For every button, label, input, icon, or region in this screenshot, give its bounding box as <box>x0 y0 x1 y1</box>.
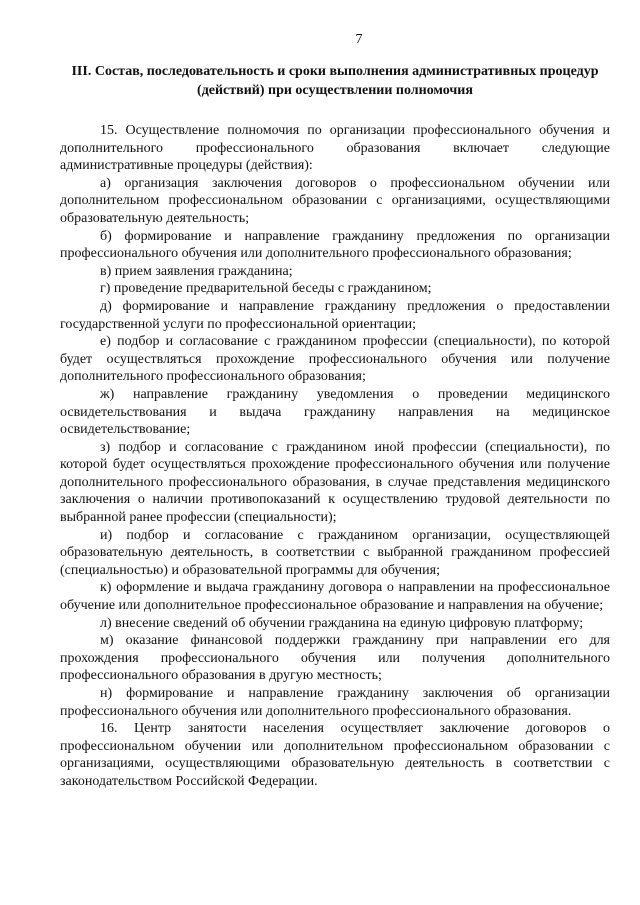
paragraph-16: 16. Центр занятости населения осуществляет заключение договоров о профессиональном обучении или дополнительном профессиональном образовании с организациями, осуществляющими образовательную деятельность в соответствии с законодательством Российской Федерации. <box>60 721 610 789</box>
paragraph-item-a: а) организация заключения договоров о профессиональном обучении или дополнительном профессиональном образовании с организациями, осуществляющими образовательную деятельность; <box>60 175 610 226</box>
paragraph-item-zh: ж) направление гражданину уведомления о проведении медицинского освидетельствования и выдача гражданину направления на медицинское освидетельствование; <box>60 386 610 438</box>
paragraph-item-n: н) формирование и направление гражданину заключения об организации профессионального обучения или дополнительного профессионального образования. <box>60 686 610 719</box>
document-body <box>60 122 610 791</box>
paragraph-15: 15. Осуществление полномочия по организации профессионального обучения и дополнительного профессионального образования включает следующие административные процедуры (действия): <box>60 123 610 174</box>
paragraph-item-e: е) подбор и согласование с гражданином профессии (специальности), по которой будет осуществляться прохождение профессионального обучения или получение дополнительного профессионального образования; <box>60 334 610 385</box>
page-number: 7 <box>355 32 363 47</box>
paragraph-item-k: к) оформление и выдача гражданину договора о направлении на профессиональное обучение или дополнительное профессиональное образование и направления на обучение; <box>60 580 610 614</box>
paragraph-item-b: б) формирование и направление гражданину предложения по организации профессионального обучения или дополнительного профессионального образования; <box>60 228 610 262</box>
paragraph-item-v: в) прием заявления гражданина; <box>100 263 293 279</box>
section-heading: III. Состав, последовательность и сроки выполнения административных процедур (действий) при осуществлении полномочия <box>71 64 599 98</box>
paragraph-item-l: л) внесение сведений об обучении гражданина на единую цифровую платформу; <box>100 615 584 631</box>
paragraph-item-g: г) проведение предварительной беседы с гражданином; <box>100 281 432 297</box>
paragraph-item-m: м) оказание финансовой поддержки гражданину при направлении его для прохождения профессионального обучения или получения дополнительного профессионального образования в другую местность; <box>60 633 610 684</box>
paragraph-item-d: д) формирование и направление гражданину предложения о предоставлении государственной услуги по профессиональной ориентации; <box>60 298 610 332</box>
paragraph-item-z: з) подбор и согласование с гражданином иной профессии (специальности), по которой будет осуществляться прохождение профессионального обучения или получение дополнительного профессионального образования, в случае представления медицинского заключения о наличии противопоказаний к осуществлению трудовой деятельности по выбранной ранее профессии (специальности); <box>60 439 610 526</box>
paragraph-item-i: и) подбор и согласование с гражданином организации, осуществляющей образовательную деятельность, в соответствии с выбранной гражданином профессией (специальностью) и образовательной программы для обучения; <box>60 527 610 578</box>
